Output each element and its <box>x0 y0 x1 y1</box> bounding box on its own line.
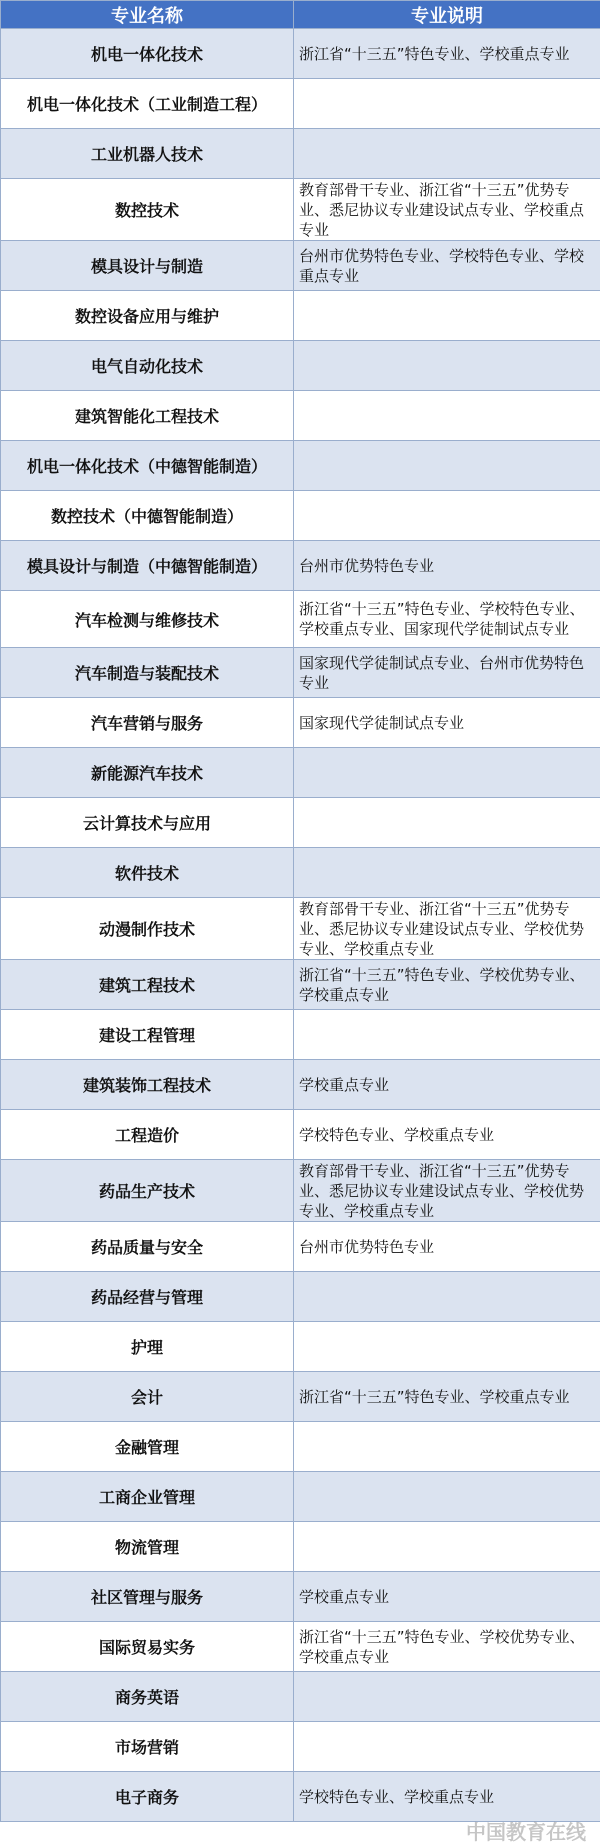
table-row <box>1 1060 600 1110</box>
table-row <box>1 798 600 848</box>
table-row <box>1 1160 600 1222</box>
major-name-cell: 汽车制造与装配技术 <box>1 648 294 698</box>
table-row <box>1 79 600 129</box>
table-row <box>1 648 600 698</box>
table-row <box>1 1622 600 1672</box>
table-row <box>1 1522 600 1572</box>
major-name-cell: 机电一体化技术（工业制造工程） <box>1 79 294 129</box>
table-row <box>1 441 600 491</box>
major-description-cell <box>294 441 600 491</box>
major-name-cell: 护理 <box>1 1322 294 1372</box>
major-name-cell: 建筑装饰工程技术 <box>1 1060 294 1110</box>
table-row <box>1 848 600 898</box>
table-row <box>1 960 600 1010</box>
major-description-cell: 学校特色专业、学校重点专业 <box>294 1772 600 1822</box>
table-row <box>1 541 600 591</box>
major-name-cell: 建筑智能化工程技术 <box>1 391 294 441</box>
major-description-cell <box>294 1672 600 1722</box>
major-description-cell <box>294 748 600 798</box>
major-name-cell: 数控技术（中德智能制造） <box>1 491 294 541</box>
major-name-cell: 药品经营与管理 <box>1 1272 294 1322</box>
table-header-row <box>1 1 600 29</box>
table-row <box>1 179 600 241</box>
major-name-cell: 数控技术 <box>1 179 294 241</box>
watermark-logo: 中国教育在线 <box>466 1820 586 1844</box>
table-row <box>1 291 600 341</box>
major-description-cell <box>294 129 600 179</box>
major-name-cell: 汽车检测与维修技术 <box>1 591 294 648</box>
major-name-cell: 药品生产技术 <box>1 1160 294 1222</box>
major-description-cell <box>294 848 600 898</box>
table-row <box>1 1222 600 1272</box>
major-name-cell: 模具设计与制造 <box>1 241 294 291</box>
major-description-cell <box>294 1272 600 1322</box>
major-name-cell: 药品质量与安全 <box>1 1222 294 1272</box>
major-description-cell: 学校重点专业 <box>294 1060 600 1110</box>
major-description-cell: 教育部骨干专业、浙江省“十三五”优势专业、悉尼协议专业建设试点专业、学校优势专业、学校重点专业 <box>294 898 600 960</box>
table-row <box>1 1472 600 1522</box>
major-description-cell <box>294 1422 600 1472</box>
major-description-cell <box>294 391 600 441</box>
major-name-cell: 汽车营销与服务 <box>1 698 294 748</box>
major-description-cell: 浙江省“十三五”特色专业、学校优势专业、学校重点专业 <box>294 960 600 1010</box>
major-name-cell: 物流管理 <box>1 1522 294 1572</box>
major-name-cell: 建设工程管理 <box>1 1010 294 1060</box>
major-description-cell: 国家现代学徒制试点专业 <box>294 698 600 748</box>
table-row <box>1 1110 600 1160</box>
major-description-cell <box>294 491 600 541</box>
major-description-cell <box>294 1472 600 1522</box>
table-row <box>1 748 600 798</box>
table-row <box>1 391 600 441</box>
major-description-cell: 浙江省“十三五”特色专业、学校重点专业 <box>294 1372 600 1422</box>
table-row <box>1 1372 600 1422</box>
major-name-cell: 建筑工程技术 <box>1 960 294 1010</box>
table-row <box>1 1722 600 1772</box>
major-description-cell: 学校重点专业 <box>294 1572 600 1622</box>
major-description-cell: 台州市优势特色专业、学校特色专业、学校重点专业 <box>294 241 600 291</box>
major-description-cell: 浙江省“十三五”特色专业、学校特色专业、学校重点专业、国家现代学徒制试点专业 <box>294 591 600 648</box>
table-row <box>1 1322 600 1372</box>
major-description-cell: 教育部骨干专业、浙江省“十三五”优势专业、悉尼协议专业建设试点专业、学校重点专业 <box>294 179 600 241</box>
table-row <box>1 341 600 391</box>
header-major-name: 专业名称 <box>1 1 294 29</box>
major-name-cell: 市场营销 <box>1 1722 294 1772</box>
major-name-cell: 电气自动化技术 <box>1 341 294 391</box>
table-row <box>1 29 600 79</box>
major-description-cell: 台州市优势特色专业 <box>294 1222 600 1272</box>
major-name-cell: 动漫制作技术 <box>1 898 294 960</box>
major-name-cell: 金融管理 <box>1 1422 294 1472</box>
major-description-cell <box>294 291 600 341</box>
table-row <box>1 591 600 648</box>
major-description-cell: 教育部骨干专业、浙江省“十三五”优势专业、悉尼协议专业建设试点专业、学校优势专业、学校重点专业 <box>294 1160 600 1222</box>
major-name-cell: 模具设计与制造（中德智能制造） <box>1 541 294 591</box>
major-description-cell <box>294 798 600 848</box>
major-description-cell: 台州市优势特色专业 <box>294 541 600 591</box>
table-row <box>1 698 600 748</box>
major-name-cell: 新能源汽车技术 <box>1 748 294 798</box>
table-row <box>1 1672 600 1722</box>
header-major-description: 专业说明 <box>294 1 600 29</box>
table-row <box>1 129 600 179</box>
major-description-cell: 浙江省“十三五”特色专业、学校优势专业、学校重点专业 <box>294 1622 600 1672</box>
major-name-cell: 商务英语 <box>1 1672 294 1722</box>
table-row <box>1 491 600 541</box>
table-row <box>1 1772 600 1822</box>
major-description-cell <box>294 341 600 391</box>
table-row <box>1 898 600 960</box>
major-name-cell: 数控设备应用与维护 <box>1 291 294 341</box>
major-description-cell <box>294 1010 600 1060</box>
major-name-cell: 工业机器人技术 <box>1 129 294 179</box>
major-name-cell: 工程造价 <box>1 1110 294 1160</box>
major-name-cell: 机电一体化技术 <box>1 29 294 79</box>
major-description-cell <box>294 1322 600 1372</box>
major-name-cell: 会计 <box>1 1372 294 1422</box>
major-name-cell: 机电一体化技术（中德智能制造） <box>1 441 294 491</box>
major-description-cell: 学校特色专业、学校重点专业 <box>294 1110 600 1160</box>
major-description-cell <box>294 79 600 129</box>
table-row <box>1 241 600 291</box>
major-description-cell <box>294 1722 600 1772</box>
table-row <box>1 1272 600 1322</box>
major-description-cell <box>294 1522 600 1572</box>
major-description-cell: 浙江省“十三五”特色专业、学校重点专业 <box>294 29 600 79</box>
table-row <box>1 1572 600 1622</box>
major-name-cell: 软件技术 <box>1 848 294 898</box>
major-name-cell: 云计算技术与应用 <box>1 798 294 848</box>
major-name-cell: 国际贸易实务 <box>1 1622 294 1672</box>
major-name-cell: 工商企业管理 <box>1 1472 294 1522</box>
major-name-cell: 社区管理与服务 <box>1 1572 294 1622</box>
table-body <box>1 29 600 1822</box>
table-row <box>1 1010 600 1060</box>
major-description-cell: 国家现代学徒制试点专业、台州市优势特色专业 <box>294 648 600 698</box>
major-name-cell: 电子商务 <box>1 1772 294 1822</box>
table-row <box>1 1422 600 1472</box>
